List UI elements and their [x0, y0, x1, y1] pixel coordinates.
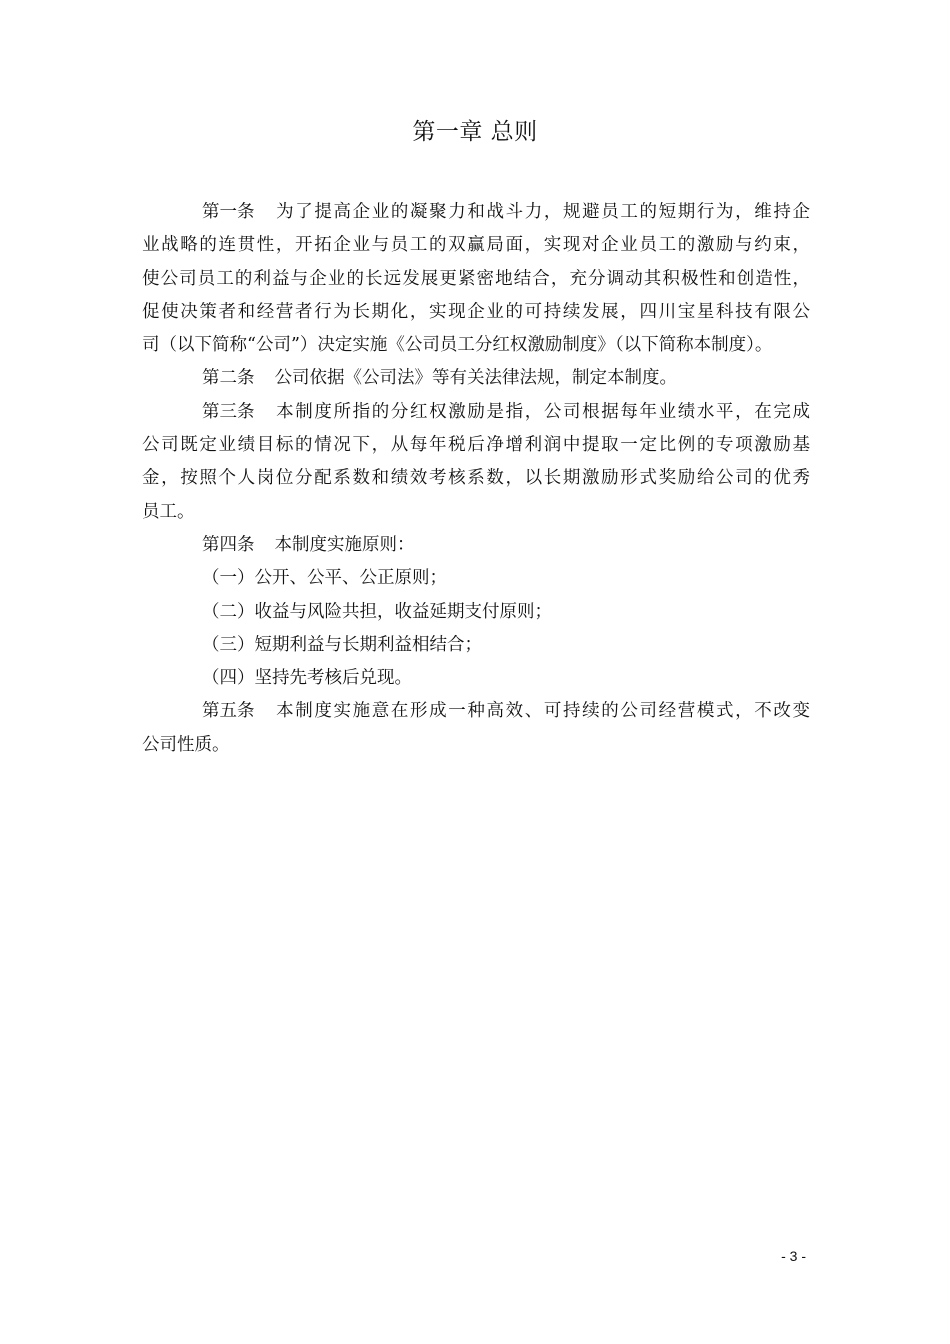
- article-5-label: 第五条: [202, 701, 255, 722]
- article-1-line-2: 业战略的连贯性，开拓企业与员工的双赢局面，实现对企业员工的激励与约束，: [142, 235, 810, 256]
- article-1: [142, 196, 810, 362]
- article-1-line-1: [142, 196, 810, 229]
- list-item: （四）坚持先考核后兑现。: [202, 668, 412, 689]
- list-item: （二）收益与风险共担，收益延期支付原则；: [202, 601, 552, 622]
- article-1-line-4: 促使决策者和经营者行为长期化，实现企业的可持续发展，四川宝星科技有限公: [142, 301, 810, 322]
- article-3-line-1: [142, 396, 810, 429]
- article-2: [142, 362, 810, 395]
- article-3-label: 第三条: [202, 401, 255, 422]
- article-3-line-3: 金，按照个人岗位分配系数和绩效考核系数，以长期激励形式奖励给公司的优秀: [142, 468, 810, 489]
- article-3: [142, 396, 810, 529]
- article-3-line-4: 员工。: [142, 501, 195, 522]
- document-body: [142, 196, 810, 762]
- article-5-line-1: [142, 695, 810, 728]
- list-item: （三）短期利益与长期利益相结合；: [202, 634, 482, 655]
- article-1-label: 第一条: [202, 202, 255, 222]
- chapter-title: 第一章 总则: [412, 119, 538, 145]
- article-4-text-1: 本制度实施原则：: [274, 534, 415, 555]
- article-5-line-2: 公司性质。: [142, 734, 230, 755]
- article-2-text-1: 公司依据《公司法》等有关法律法规，制定本制度。: [274, 368, 677, 389]
- article-2-line-1: [142, 362, 810, 395]
- list-item: （一）公开、公平、公正原则；: [202, 568, 447, 589]
- article-1-line-3: 使公司员工的利益与企业的长远发展更紧密地结合，充分调动其积极性和创造性，: [142, 268, 810, 289]
- article-2-label: 第二条: [202, 368, 255, 389]
- principles-list: [142, 562, 810, 695]
- article-5: [142, 695, 810, 762]
- article-3-text-1: 本制度所指的分红权激励是指，公司根据每年业绩水平，在完成: [274, 401, 810, 422]
- article-5-text-1: 本制度实施意在形成一种高效、可持续的公司经营模式，不改变: [274, 701, 810, 722]
- article-1-line-5: 司（以下简称“公司”）决定实施《公司员工分红权激励制度》（以下简称本制度）。: [142, 335, 773, 356]
- page-number: - 3 -: [781, 1248, 806, 1264]
- article-1-text-1: 为了提高企业的凝聚力和战斗力，规避员工的短期行为，维持企: [274, 202, 810, 222]
- article-3-line-2: 公司既定业绩目标的情况下，从每年税后净增利润中提取一定比例的专项激励基: [142, 435, 810, 456]
- article-4-line-1: [142, 529, 810, 562]
- article-4: [142, 529, 810, 562]
- article-4-label: 第四条: [202, 534, 255, 555]
